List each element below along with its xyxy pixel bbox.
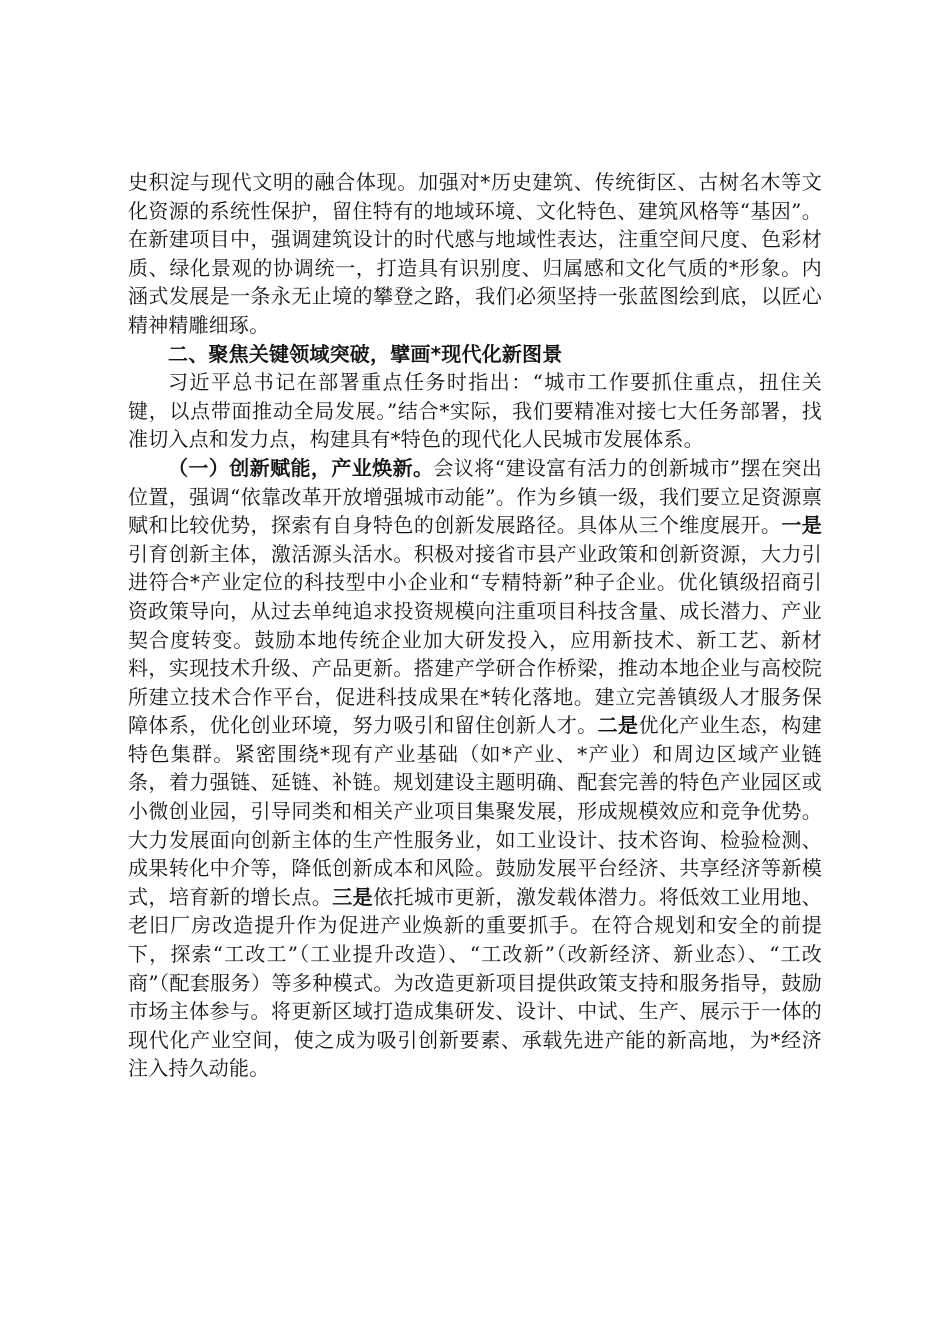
paragraph-cultural-heritage: 史积淀与现代文明的融合体现。加强对*历史建筑、传统街区、古树名木等文化资源的系统性保护，留住特有的地域环境、文化特色、建筑风格等“基因”。在新建项目中，强调建筑设计的时代感与地域性表达，注重空间尺度、色彩材质、绿化景观的协调统一，打造具有识别度、归属感和文化气质的*形象。内涵式发展是一条永无止境的攀登之路，我们必须坚持一张蓝图绘到底，以匠心精神精雕细琢。 (128, 170, 822, 337)
paragraph-innovation (128, 454, 822, 1083)
point-three-label: 三是 (332, 884, 374, 909)
subheading-innovation: （一）创新赋能，产业焕新。 (168, 455, 434, 480)
point-one-text: 引育创新主体，激活源头活水。积极对接省市县产业政策和创新资源，大力引进符合*产业定位的科技型中小企业和“专精特新”种子企业。优化镇级招商引资政策导向，从过去单纯追求投资规模向注重项目科技含量、成长潜力、产业契合度转变。鼓励本地传统企业加大研发投入，应用新技术、新工艺、新材料，实现技术升级、产品更新。搭建产学研合作桥梁，推动本地企业与高校院所建立技术合作平台，促进科技成果在*转化落地。建立完善镇级人才服务保障体系，优化创业环境，努力吸引和留住创新人才。 (128, 541, 822, 738)
document-body (128, 168, 822, 1083)
point-two-label: 二是 (597, 713, 639, 738)
point-one-label: 一是 (781, 513, 822, 538)
point-two-text: 优化产业生态，构建特色集群。紧密围绕*现有产业基础（如*产业、*产业）和周边区域产业链条，着力强链、延链、补链。规划建设主题明确、配套完善的特色产业园区或小微创业园，引导同类和相关产业项目集聚发展，形成规模效应和竞争优势。大力发展面向创新主体的生产性服务业，如工业设计、技术咨询、检验检测、成果转化中介等，降低创新成本和风险。鼓励发展平台经济、共享经济等新模式，培育新的增长点。 (128, 713, 822, 909)
paragraph-key-tasks: 习近平总书记在部署重点任务时指出：“城市工作要抓住重点，扭住关键，以点带面推动全局发展。”结合*实际，我们要精准对接七大任务部署，找准切入点和发力点，构建具有*特色的现代化人民城市发展体系。 (128, 370, 822, 452)
paragraph-innovation-intro: 会议将“建设富有活力的创新城市”摆在突出位置，强调“依靠改革开放增强城市动能”。作为乡镇一级，我们要立足资源禀赋和比较优势，探索有自身特色的创新发展路径。具体从三个维度展开。 (128, 455, 822, 538)
section-heading-2: 二、聚焦关键领域突破，擘画*现代化新图景 (168, 341, 563, 366)
point-three-text: 依托城市更新，激发载体潜力。将低效工业用地、老旧厂房改造提升作为促进产业焕新的重要抓手。在符合规划和安全的前提下，探索“工改工”（工业提升改造）、“工改新”（改新经济、新业态）、“工改商”（配套服务）等多种模式。为改造更新项目提供政策支持和服务指导，鼓励市场主体参与。将更新区域打造成集研发、设计、中试、生产、展示于一体的现代化产业空间，使之成为吸引创新要素、承载先进产能的新高地，为*经济注入持久动能。 (128, 884, 823, 1081)
